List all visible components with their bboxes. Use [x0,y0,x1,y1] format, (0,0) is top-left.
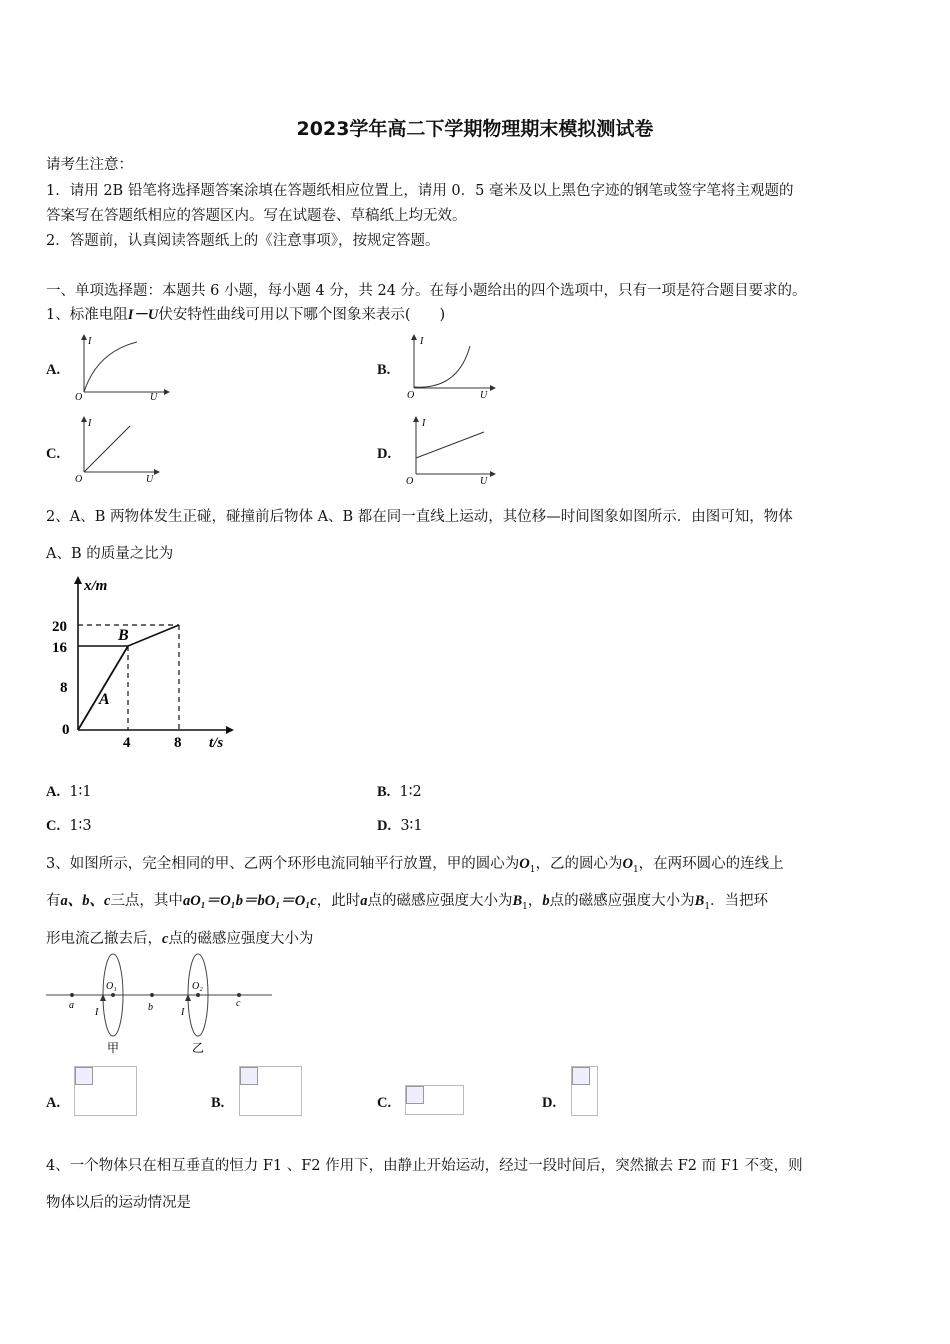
question-4-stem-cont: 物体以后的运动情况是 [46,1195,191,1211]
q3-option-c-label: C. [377,1095,392,1111]
axis-origin: O [407,390,415,401]
center-o1-label: O₁ [106,981,117,992]
axis-origin: O [406,476,414,486]
center-o2-label: O₂ [192,981,203,992]
q3-option-b-label: B. [211,1095,225,1111]
x-tick-8: 8 [174,735,182,751]
axis-origin: O [75,392,83,402]
notice-item-1: 1．请用 2B 铅笔将选择题答案涂填在答题纸相应位置上，请用 0．5 毫米及以上黑色字迹的钢笔或签字笔将主观题的 [46,183,794,199]
y-tick-8: 8 [60,680,68,696]
q3-option-b-image [239,1066,302,1116]
q1-graph-d [400,414,500,486]
q1-graph-a [72,332,172,402]
q2-option-d: D. 3∶1 [377,818,423,834]
axis-origin: O [75,474,83,484]
y-axis-label: x/m [84,578,108,594]
question-3-stem-cont-2: 形电流乙撤去后，c点的磁感应强度大小为 [46,931,314,947]
q3-option-a-image [74,1066,137,1116]
current-i-label-1: I [95,1007,99,1018]
y-tick-16: 16 [52,640,67,656]
q3-option-c-image [405,1085,464,1115]
question-3-stem: 3、如图所示，完全相同的甲、乙两个环形电流同轴平行放置，甲的圆心为$O_1$，乙的圆心为$O_1$，在两环圆心的连线上 [46,856,784,875]
current-i-label-2: I [181,1007,185,1018]
q2-option-a: A. 1∶1 [46,784,92,800]
question-4-stem: 4、一个物体只在相互垂直的恒力 F1 、F2 作用下，由静止开始运动，经过一段时间后，突然撤去 F2 而 F1 不变，则 [46,1158,803,1174]
point-b-label: b [148,1002,153,1013]
line-label-a: A [99,691,110,708]
q1-option-c-label: C. [46,446,61,462]
q3-option-d-label: D. [542,1095,557,1111]
broken-image-icon [406,1086,424,1104]
line-label-b: B [118,627,129,644]
axis-label-u: U [480,390,488,401]
section-heading: 一、单项选择题：本题共 6 小题，每小题 4 分，共 24 分。在每小题给出的四个选项中，只有一项是符合题目要求的。 [46,283,807,299]
question-2-stem: 2、A、B 两物体发生正碰，碰撞前后物体 A、B 都在同一直线上运动，其位移—时间图象如图所示．由图可知，物体 [46,509,793,525]
broken-image-icon [75,1067,93,1085]
page-title: 2023学年高二下学期物理期末模拟测试卷 [296,118,654,140]
q3-figure [44,952,276,1060]
notice-heading: 请考生注意： [46,157,133,173]
q1-option-d-label: D. [377,446,392,462]
y-tick-0: 0 [62,722,70,738]
axis-label-i: I [88,336,92,347]
ring-jia-label: 甲 [107,1041,120,1055]
y-tick-20: 20 [52,619,67,635]
broken-image-icon [240,1067,258,1085]
axis-label-u: U [146,474,154,484]
ring-yi-label: 乙 [192,1041,205,1055]
q2-option-c: C. 1∶3 [46,818,92,834]
notice-item-1-cont: 答案写在答题纸相应的答题区内。写在试题卷、草稿纸上均无效。 [46,208,467,224]
question-3-stem-cont: 有a、b、c三点，其中aO₁＝O₁b＝bO₁＝O₁c，此时a点的磁感应强度大小为$B_1$，b点的磁感应强度大小为$B_1$．当把环 [46,893,769,912]
q1-graph-b [400,332,500,402]
x-tick-4: 4 [123,735,131,751]
notice-item-2: 2．答题前，认真阅读答题纸上的《注意事项》，按规定答题。 [46,233,440,249]
broken-image-icon [572,1067,590,1085]
point-c-label: c [236,998,241,1009]
q2-option-b: B. 1∶2 [377,784,422,800]
q3-option-a-label: A. [46,1095,61,1111]
axis-label-i: I [420,336,424,347]
axis-label-u: U [150,392,158,402]
question-2-stem-cont: A、B 的质量之比为 [46,546,174,562]
axis-label-i: I [88,418,92,429]
axis-label-u: U [480,476,488,486]
q2-graph [46,572,246,752]
q1-option-b-label: B. [377,362,391,378]
axis-label-i: I [422,418,426,429]
x-axis-label: t/s [209,735,224,751]
q3-option-d-image [571,1066,598,1116]
q1-graph-c [72,414,172,484]
point-a-label: a [69,1000,74,1011]
q1-option-a-label: A. [46,362,61,378]
question-1-stem: 1、标准电阻I－U伏安特性曲线可用以下哪个图象来表示( ) [46,307,446,323]
